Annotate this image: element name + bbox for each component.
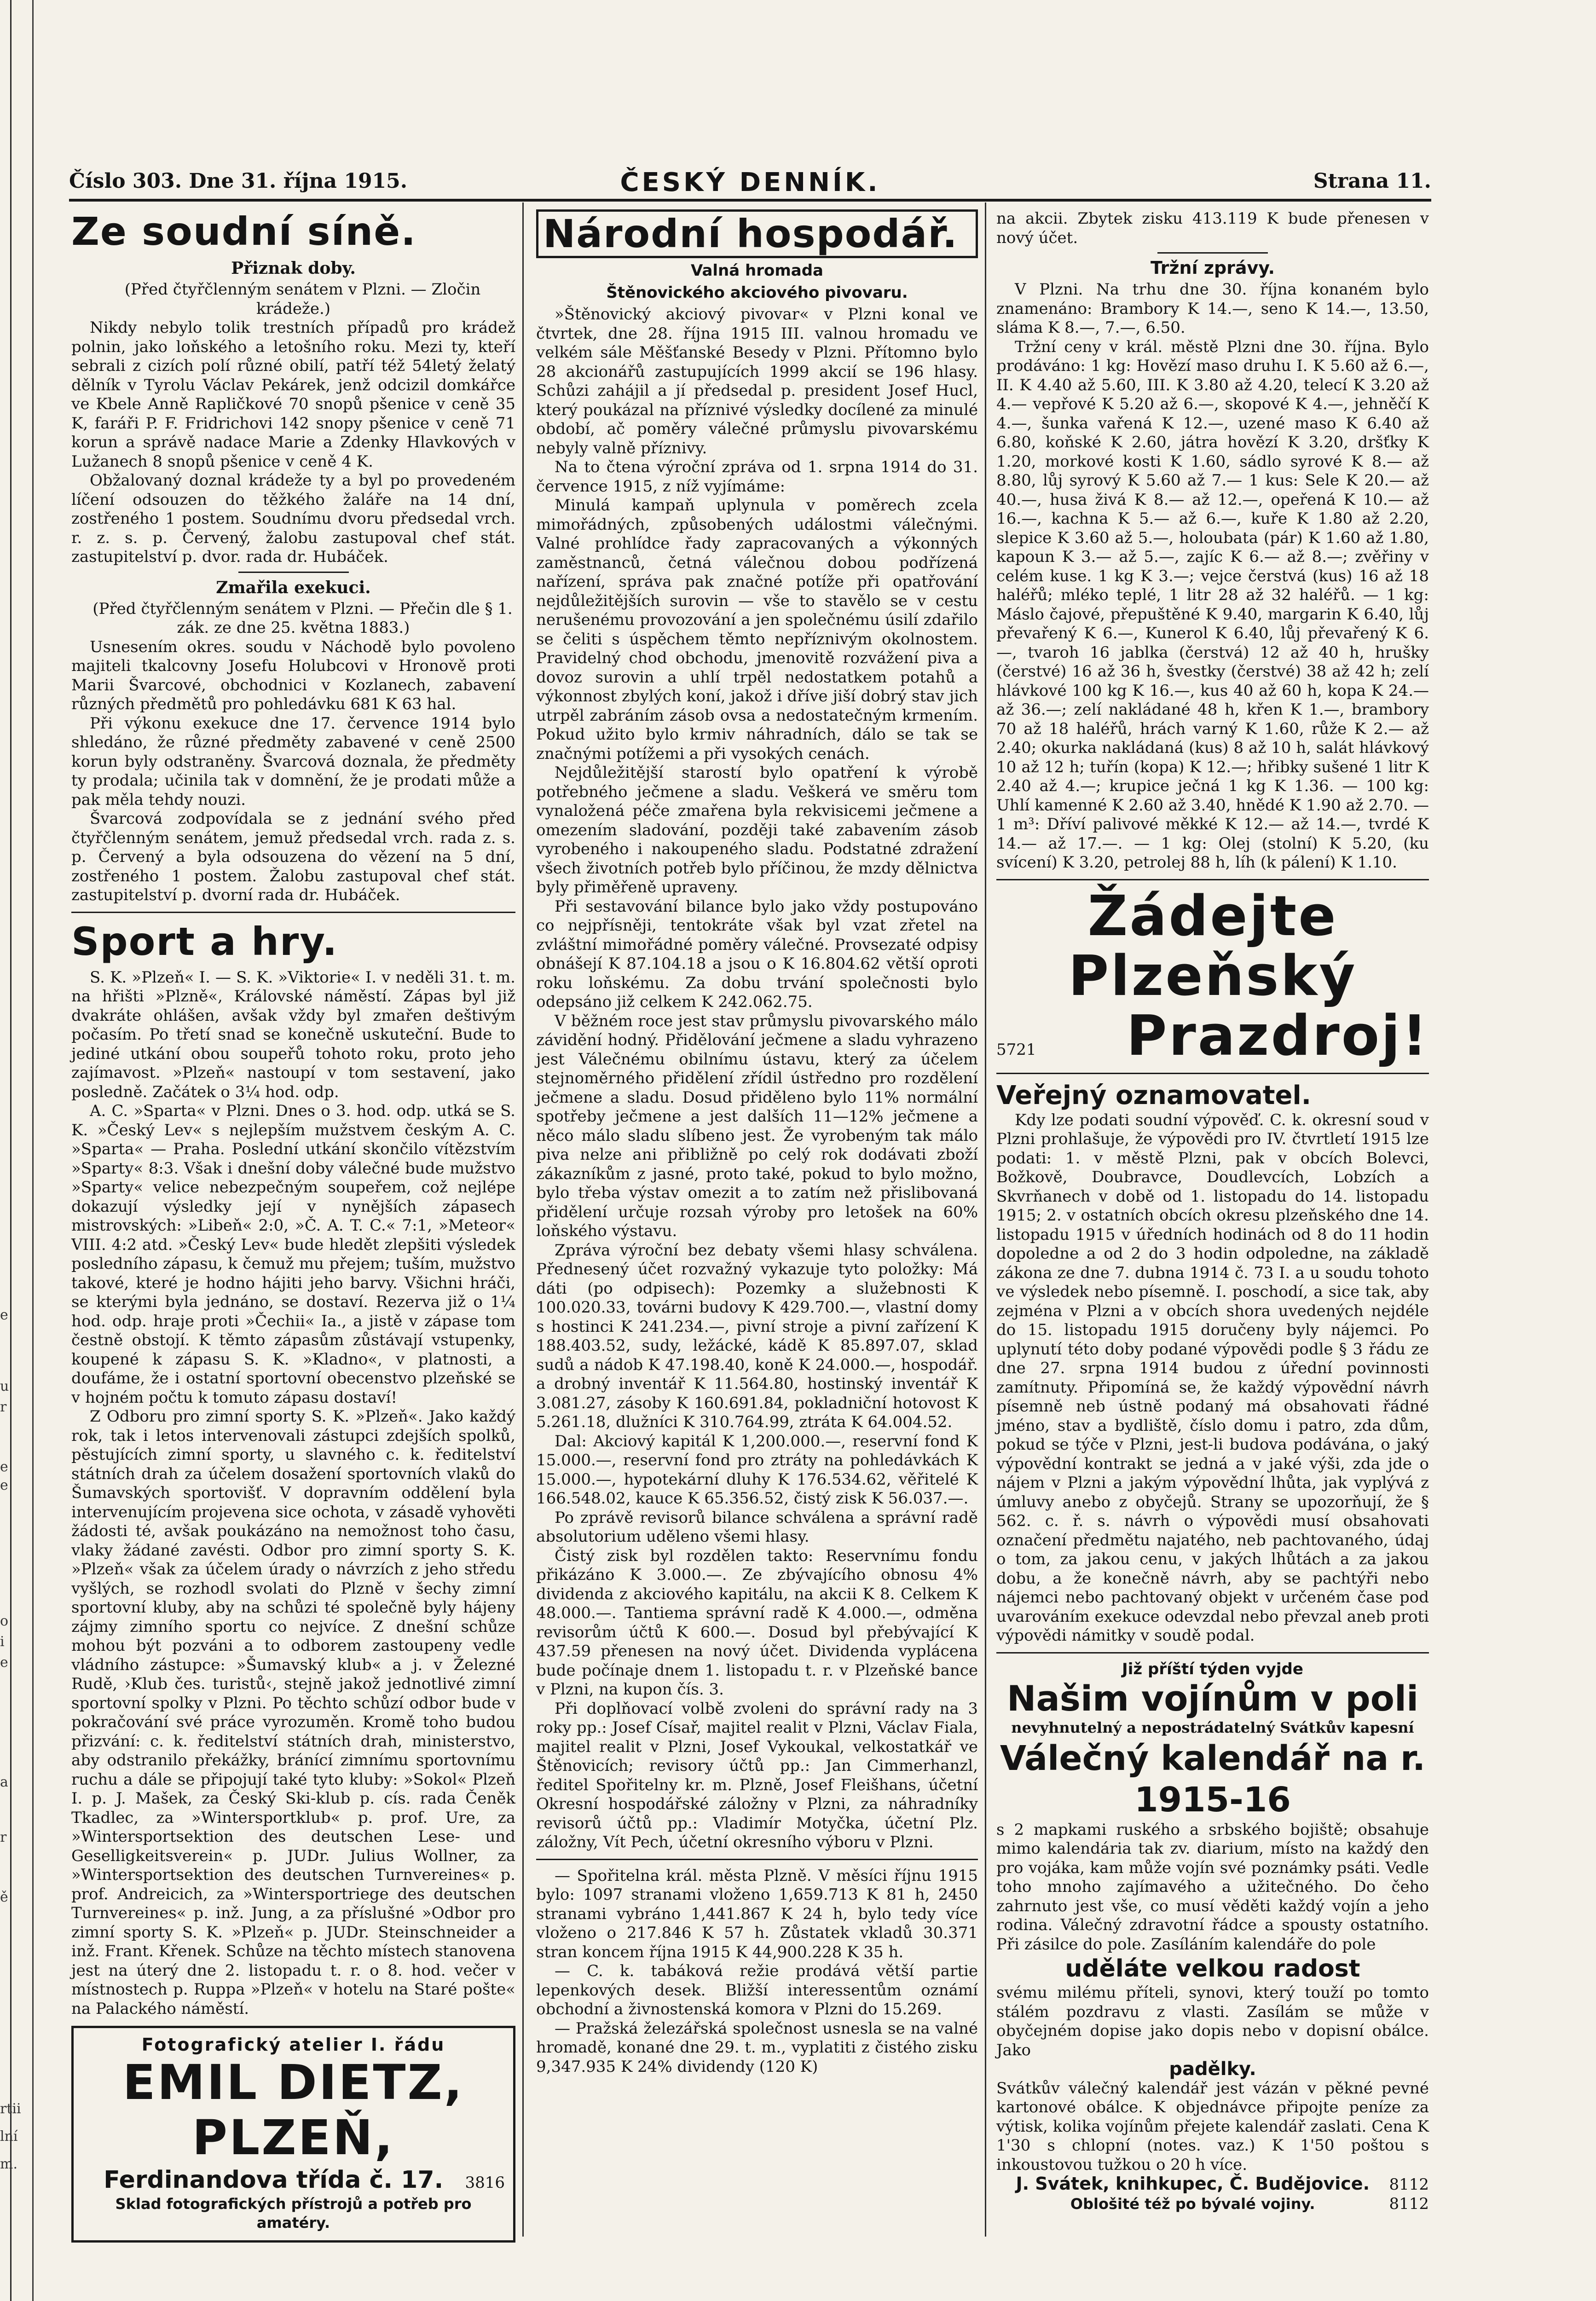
section-title-box bbox=[536, 209, 978, 258]
ad-line: nevyhnutelný a nepostrádatelný Svátkův kapesní bbox=[1011, 1719, 1414, 1736]
ad-line: Plzeňský bbox=[1068, 944, 1357, 1008]
previous-page-edge bbox=[32, 0, 34, 2301]
article-heading: Tržní zprávy. bbox=[1150, 258, 1275, 278]
page-number: Strana 11. bbox=[1313, 169, 1431, 193]
section-title-court: Ze soudní síně. bbox=[71, 209, 417, 254]
section-title-notices: Veřejný oznamovatel. bbox=[996, 1080, 1311, 1110]
section-title-economy: Národní hospodář. bbox=[543, 211, 958, 256]
article-subheading: (Před čtyřčlenným senátem v Plzni. — Zločin krádeže.) bbox=[124, 280, 481, 318]
article-heading: Valná hromada bbox=[690, 261, 824, 280]
divider bbox=[536, 1859, 978, 1860]
article-subheading: (Před čtyřčlenným senátem v Plzni. — Přečin dle § 1. zák. ze dne 25. května 1883.) bbox=[93, 599, 513, 637]
ad-number: 8112 bbox=[1389, 2175, 1429, 2194]
divider bbox=[996, 879, 1429, 880]
article-paragraph: na akcii. Zbytek zisku 413.119 K bude přenesen v nový účet. bbox=[996, 209, 1429, 247]
divider bbox=[996, 1652, 1429, 1653]
ad-line: Žádejte bbox=[1087, 884, 1338, 948]
previous-page-fragment: e bbox=[0, 1477, 8, 1493]
article-paragraph: Obžalovaný doznal krádeže ty a byl po provedeném líčení odsouzen do těžkého žaláře na 14 dní, zostřeného 1 postem. Soudnímu dvoru předsedal vrch. r. z. s. p. Červený, žalobu zastupoval chef stát. zastupitelství p. dvor. rada dr. Hubáček. bbox=[71, 471, 515, 566]
article-paragraph: V Plzni. Na trhu dne 30. října konaném bylo znamenáno: Brambory K 14.—, seno K 14.—, 13.50, sláma K 8.—, 7.—, 6.50. bbox=[996, 280, 1429, 337]
article-heading: Zmařila exekuci. bbox=[216, 578, 371, 597]
previous-page-fragment: e bbox=[0, 1459, 8, 1475]
ad-line: EMIL DIETZ, PLZEŇ, bbox=[122, 2054, 464, 2166]
ad-line: Našim vojínům v poli bbox=[1006, 1678, 1419, 1719]
article-paragraph: Usnesením okres. soudu v Náchodě bylo povoleno majiteli tkalcovny Josefu Holubcovi v Hronově proti Marii Švarcové, obchodnici v Kozlanech, zabavení různých předmětů pro pohledávku 681 K 63 hal. bbox=[71, 637, 515, 713]
ad-line: Prazdroj! bbox=[1126, 1004, 1429, 1068]
advertisement-photo-studio bbox=[71, 2026, 515, 2243]
article-paragraph: A. C. »Sparta« v Plzni. Dnes o 3. hod. odp. utká se S. K. »Český Lev« s nejlepším mužstvem českým A. C. »Sparta« — Praha. Poslední utkání skončilo vítězstvím »Sparty« 8:3. Však i dnešní doby válečné bude mužstvo »Sparty« velice nebezpečným soupeřem, což nejlépe dokazují výsledky její v nynějších zápasech mistrovských: »Libeň« 2:0, »Č. A. T. C.« 7:1, »Meteor« VIII. 4:2 atd. »Český Lev« bude hledět zlepšiti výsledek posledního zápasu, k čemuž mu přejem; tuším, mužstvo takové, které je hodno hájiti jeho barvy. Všichni hráči, se kterými byla jednáno, se dostaví. Rezerva již o 1¼ hod. odp. hraje proti »Čechii« Ia., a jistě v zápase tom čestně obstojí. K těmto zápasům zůstávají vstupenky, koupené k zápasu S. K. »Kladno«, v platnosti, a doufáme, že i ostatní sportovní obecenstvo plzeňské se v hojném počtu k tomuto zápasu dostaví! bbox=[71, 1102, 515, 1407]
previous-page-fragment: ě bbox=[0, 1889, 8, 1905]
ad-paragraph: s 2 mapkami ruského a srbského bojiště; obsahuje mimo kalendária tak zv. diarium, místo na každý den pro vojáka, kam může vojín své poznámky psáti. Vedle toho mnoho zajímavého a užitečného. Do čeho zahrnuto jest vše, co musí věděti každý vojín a jeho rodina. Válečný zdravotní řádce a spousty ostatního. Při zásilce do pole. Zasíláním kalendáře do pole bbox=[996, 1820, 1429, 1954]
article-paragraph: — Spořitelna král. města Plzně. V měsíci říjnu 1915 bylo: 1097 stranami vloženo 1,659.713 K 81 h, 2450 stranami vybráno 1,441.867 K 24 h, bylo tedy více vloženo o 217.846 K 57 h. Zůstatek vkladů 30.371 stran koncem října 1915 K 44,900.228 K 35 h. bbox=[536, 1866, 978, 1961]
advertisement-calendar bbox=[996, 1660, 1429, 2214]
article-paragraph: Zpráva výroční bez debaty všemi hlasy schválena. Přednesený účet rozvažný vykazuje tyto položky: Má dáti (po odpisech): Pozemky a služebnosti K 100.020.33, továrni budovy K 429.700.—, vlastní domy s hostinci K 241.234.—, pivní stroje a pivní zařízení K 188.403.52, sudy, ležácké, kádě K 85.897.07, sklad sudů a nádob K 47.198.40, koně K 24.000.—, hospodář. a drobný inventář K 11.564.80, hostinský inventář K 3.081.27, zásoby K 160.691.84, pokladniční hotovost K 5.261.18, dlužníci K 310.764.99, ztráta K 64.004.52. bbox=[536, 1241, 978, 1431]
column-right bbox=[996, 209, 1429, 2214]
divider bbox=[996, 1073, 1429, 1074]
divider bbox=[238, 572, 349, 573]
column-divider bbox=[985, 202, 986, 2237]
previous-page-fragment: e bbox=[0, 1307, 8, 1323]
article-paragraph: S. K. »Plzeň« I. — S. K. »Viktorie« I. v neděli 31. t. m. na hřišti »Plzně«, Královské náměstí. Zápas byl již dvakráte ohlášen, avšak vždy byl zmařen deštivým počasím. Po třetí snad se konečně uskuteční. Bude to jediné utkání obou soupeřů tohoto roku, proto jeho zajímavost. »Plzeň« nastoupí v tom sestavení, jako posledně. Začátek o 3¼ hod. odp. bbox=[71, 968, 515, 1101]
article-heading: Štěnovického akciového pivovaru. bbox=[606, 283, 908, 302]
ad-line: J. Svátek, knihkupec, Č. Budějovice. bbox=[1016, 2174, 1370, 2194]
column-middle bbox=[536, 209, 978, 2076]
ad-line: Ferdinandova třída č. 17. bbox=[104, 2166, 444, 2194]
previous-page-fragment: r bbox=[0, 1399, 7, 1415]
article-paragraph: Čistý zisk byl rozdělen takto: Reservnímu fondu přikázáno K 3.000.—. Ze zbývajícího obnosu 4% dividenda z akciového kapitálu, na akcii K 8. Celkem K 48.000.—. Tantiema správní radě K 4.000.—, odměna revisorům účtů K 600.—. Dosud byl přebývající K 437.59 přenesen na nový účet. Dividenda vyplácena bude počínaje dnem 1. listopadu t. r. v Plzeňské bance v Plzni, na kupon čís. 3. bbox=[536, 1546, 978, 1699]
ad-line: Již příští týden vyjde bbox=[1122, 1659, 1303, 1678]
ad-line: Válečný kalendář na r. 1915-16 bbox=[1000, 1738, 1426, 1820]
article-paragraph: Z Odboru pro zimní sporty S. K. »Plzeň«. Jako každý rok, tak i letos intervenovali zástupci zdejších spolků, pěstujících zimní sporty, u slavného c. k. ředitelství státních drah za účelem dosažení sportovních vlaků do Šumavských sportovišť. V dopravním oddělení byla intervenujícím projevena sice ochota, v zásadě vyhověti žádosti té, avšak poukázáno na nemožnost toho času, vlaky žádané zavésti. Odbor pro zimní sporty S. K. »Plzeň« však za účelem úrady o návrzích z jeho středu vyšlých, se rozhodl svolati do Plzně v šechy zimní sportovní kluby, aby na schůzi té společně byly hájeny zájmy zimního sportu co nejvíce. Z dnešní schůze mohou být pozváni a to odborem zastoupeny vedle vládního zástupce: »Šumavský klub« a j. v Železné Rudě, ›Klub čes. turistů‹, stejně jakož jednotlivé zimní sportovní spolky v Plzni. Po těchto schůzí odbor bude v pokračování své práce vyrozuměn. Kromě toho budou přizvání: c. k. ředitelství státních drah, ministerstvo, aby odstranilo překážky, bránící zimnímu sportovnímu ruchu a dále se připojují také tyto kluby: »Sokol« Plzeň I. p. J. Mašek, za Český Ski-klub p. cís. rada Čeněk Tkadlec, za »Wintersportklub« p. prof. Ure, za »Wintersportsektion des deutschen Lese- und Geselligkeitsverein« p. JUDr. Julius Wollner, za »Wintersportsektion des deutschen Turnvereines« p. prof. Andreicich, za »Wintersportriege des deutschen Turnvereines« p. inž. Jung, a za příslušné »Odbor pro zimní sporty S. K. »Plzeň« p. JUDr. Steinschneider a inž. Frant. Křenek. Schůze na těchto místech stanovena jest na úterý dne 2. listopadu t. r. o 8. hod. večer v místnostech p. Ruppa »Plzeň« v hotelu na Staré pošte« na Palackého náměstí. bbox=[71, 1407, 515, 2018]
article-paragraph: Nikdy nebylo tolik trestních případů pro krádež polnin, jako loňského a letošního roku. Mezi ty, kteří sebrali z cizích polí různé obilí, patří též 54letý želatý dělník v Tyrolu Václav Pekárek, jenž odcizil domkářce ve Kbele Anně Rapličkové 70 snopů pšenice v ceně 35 K, faráři P. F. Fridrichovi 142 snopy pšenice v ceně 71 korun a správě nadace Marie a Zdenky Hlavkových v Lužanech 8 snopů pšenice v ceně 4 K. bbox=[71, 318, 515, 471]
advertisement-pilsner bbox=[996, 884, 1429, 1068]
ad-line: padělky. bbox=[1169, 2058, 1256, 2080]
article-paragraph: Při doplňovací volbě zvoleni do správní rady na 3 roky pp.: Josef Císař, majitel realit v Plzni, Václav Fiala, majitel realit v Plzni, Josef Vykoukal, velkostatkář ve Štěnovicích; revisory účtů pp.: Jan Cimmerhanzl, ředitel Spořitelny kr. m. Plzně, Josef Fleišhans, účetní Okresní hospodářské záložny v Plzni, za náhradníky revisorů účtů pp.: Vladimír Motyčka, účetní Plz. záložny, Vít Pech, účetní okresního výboru v Plzni. bbox=[536, 1699, 978, 1851]
newspaper-title: ČESKÝ DENNÍK. bbox=[620, 168, 880, 197]
previous-page-fragment: e bbox=[0, 1654, 8, 1671]
page-edge-line bbox=[10, 0, 12, 2301]
ad-number: 8112 bbox=[1389, 2194, 1429, 2213]
article-paragraph: Při výkonu exekuce dne 17. července 1914 bylo shledáno, že různé předměty zabavené v ceně 2500 korun byly odstraněny. Švarcová doznala, že předměty ty prodala; učinila tak v domnění, že je prodati může a pak měla tehdy nouzi. bbox=[71, 714, 515, 809]
article-paragraph: Kdy lze podati soudní výpověď. C. k. okresní soud v Plzni prohlašuje, že výpovědi pro IV. čtvrtletí 1915 lze podati: 1. v městě Plzni, pak v obcích Bolevci, Božkově, Doubravce, Doudlevcích, Lobzích a Skvrňanech v době od 1. listopadu do 14. listopadu 1915; 2. v ostatních obcích okresu plzeňského dne 14. listopadu 1915 v úředních hodinách od 8 do 11 hodin dopoledne a od 2 do 3 hodin odpoledne, na základě zákona ze dne 7. dubna 1914 č. 73 I. a u soudu tohoto ve výsledek nebo písemně. I. poschodí, a sice tak, aby zejména v Plzni a v obcích shora uvedených nejdéle do 15. listopadu 1915 doručeny byly nájemci. Po uplynutí této doby podané výpovědi podle § 3 řádu ze dne 27. srpna 1914 budou z úřední povinnosti zamítnuty. Připomíná se, že každý výpovědní návrh písemně neb ústně podaný má obsahovati řádné jméno, stav a bydliště, číslo domu i patro, zda dům, pokud se týče v Plzni, jest-li budova podávána, o jaký výpovědní kontrakt se jedná a v jaké výši, zda jde o nájem v Plzni a jakým výpovědní lhůta, jak vyplývá z úmluvy anebo z obyčejů. Strany se upozorňují, že § 562. c. ř. s. návrh o výpovědi musí obsahovati označení předmětu najatého, neb pachtovaného, údaj o tom, za jakou cenu, v jakých lhůtách a za jakou dobu, a že konečně návrh, aby se pachtýři nebo nájemci nebo pachtovaný objekt v určeném čase pod uvarováním exekuce odevzdal nebo převzal aneb proti výpovědi námitky v soudě podal. bbox=[996, 1110, 1429, 1645]
previous-page-fragment: rtii bbox=[0, 2101, 21, 2117]
previous-page-fragment: o bbox=[0, 1613, 9, 1629]
article-paragraph: Dal: Akciový kapitál K 1,200.000.—, reservní fond K 15.000.—, reservní fond pro ztráty na pohledávkách K 15.000.—, hypotekární dluhy K 176.534.62, věřitelé K 166.548.02, kauce K 65.356.52, čistý zisk K 56.037.—. bbox=[536, 1432, 978, 1508]
previous-page-fragment: lní bbox=[0, 2128, 18, 2145]
previous-page-fragment: a bbox=[0, 1774, 8, 1790]
column-divider bbox=[522, 202, 524, 2237]
article-paragraph: »Štěnovický akciový pivovar« v Plzni konal ve čtvrtek, dne 28. října 1915 III. valnou hromadu ve velkém sále Měšťanské Besedy v Plzni. Přítomno bylo 28 akcionářů zastupujících 1999 akcií se 196 hlasy. Schůzi zahájil a jí předsedal p. president Josef Hucl, který poukázal na příznivé výsledky docílené za minulé období, ač poměry válečné průmyslu pivovarskému nebyly valně příznivy. bbox=[536, 305, 978, 457]
previous-page-fragment: m. bbox=[0, 2156, 17, 2172]
ad-paragraph: svému milému příteli, synovi, který touží po tomto stálém pozdravu z vlasti. Zasílám se může v obyčejném dopise jako dopis nebo v dopisní obálce. Jako bbox=[996, 1983, 1429, 2059]
header-rule bbox=[69, 199, 1431, 202]
previous-page-fragment: i bbox=[0, 1634, 5, 1650]
ad-line: Oblošité též po bývalé vojiny. bbox=[1070, 2195, 1315, 2213]
page-header bbox=[69, 169, 1431, 197]
article-paragraph: Při sestavování bilance bylo jako vždy postupováno co nejpřísněji, tentokráte však byl vzat zřetel na zvláštní mimořádné poměry válečné. Provsezaté odpisy obnášejí K 87.104.18 a jsou o K 16.804.62 větší oproti roku loňskému. Za dobu trvání společnosti bylo odepsáno již celkem K 242.062.75. bbox=[536, 897, 978, 1011]
ad-line: Fotografický atelier I. řádu bbox=[141, 2035, 445, 2055]
ad-number: 3816 bbox=[465, 2173, 505, 2192]
issue-date: Číslo 303. Dne 31. října 1915. bbox=[69, 169, 408, 193]
column-left bbox=[71, 209, 515, 2247]
article-heading: Přiznak doby. bbox=[231, 259, 356, 278]
article-paragraph: Po zprávě revisorů bilance schválena a správní radě absolutorium uděleno všemi hlasy. bbox=[536, 1508, 978, 1546]
previous-page-fragment: u bbox=[0, 1378, 9, 1394]
article-paragraph: V běžném roce jest stav průmyslu pivovarského málo závidění hodný. Přidělování ječmene a sladu vyhrazeno jest Válečnému obilnímu ústavu, který za účelem stejnoměrného přidělení zřídil ústředno pro rozdělení ječmene a sladu. Dosud přiděleno bylo 11% normální spotřeby ječmene a jest dalších 11—12% ječmene a něco málo sladu slíbeno jest. Že vyrobeným tak málo piva nelze ani přibližně po celý rok dodávati zboží zákazníkům z jasné, proto také, pokud to bylo možno, bylo třeba výstav omezit a to zatím než přislibovaná přidělení určuje rozsah výroby pro letošek na 60% loňského výstavu. bbox=[536, 1012, 978, 1240]
article-paragraph: Minulá kampaň uplynula v poměrech zcela mimořádných, způsobených událostmi válečnými. Valné prohlídce řady zapracovaných a výkonných zaměstnanců, četná válečnou dobou podřízená nařízení, správa pak značné potíže při opatřování nejdůležitějších surovin — vše to stavělo se v cestu nerušenému provozování a jen společnému úsilí zdařilo se čeliti s úspěchem těmto nepříznivým okolnostem. Pravidelný chod obchodu, jmenovitě rozvážení piva a dovoz surovin a uhlí trpěl nedostatkem potahů a výkonnost zbylých koní, jakož i dříve jiší dobrý stav jich utrpěl zabráním zásob ovsa a nedostatečným krmením. Pokud užito bylo krmiv náhradních, dálo se tak se značnými potížemi a při vysokých cenách. bbox=[536, 496, 978, 763]
article-paragraph: Nejdůležitější starostí bylo opatření k výrobě potřebného ječmene a sladu. Veškerá ve směru tom vynaložená péče zmařena byla rekvisicemi ječmene a omezením sladování, později také zabavením zásob vyrobeného i nakoupeného sladu. Podstatné zdražení všech životních potřeb bylo příčinou, že mzdy dělnictva byly přiměřeně upraveny. bbox=[536, 763, 978, 896]
ad-number: 5721 bbox=[996, 1040, 1036, 1059]
divider bbox=[1157, 252, 1268, 254]
article-paragraph: — C. k. tabáková režie prodává větší partie lepenkových desek. Bližší interessentům oznámí obchodní a živnostenská komora v Plzni do 15.269. bbox=[536, 1962, 978, 2018]
ad-line: Sklad fotografických přístrojů a potřeb pro amatéry. bbox=[115, 2195, 472, 2232]
ad-line: uděláte velkou radost bbox=[1065, 1955, 1360, 1983]
section-rule bbox=[71, 912, 515, 913]
article-paragraph: — Pražská železářská společnost usnesla se na valné hromadě, konané dne 29. t. m., vyplatiti z čistého zisku 9,347.935 K 24% dividendy (120 K) bbox=[536, 2019, 978, 2076]
ad-paragraph: Svátkův válečný kalendář jest vázán v pěkné pevné kartonové obálce. K objednávce připojte peníze za výtisk, kolika vojínům přejete kalendář zaslati. Cena K 1'30 s chlopní (notes. vaz.) K 1'50 poštou s inkoustovou tužkou o 20 h více. bbox=[996, 2079, 1429, 2174]
section-title-sport: Sport a hry. bbox=[71, 919, 338, 964]
article-paragraph: Tržní ceny v král. městě Plzni dne 30. října. Bylo prodáváno: 1 kg: Hovězí maso druhu I. K 5.60 až 6.—, II. K 4.40 až 5.60, III. K 3.80 až 4.20, telecí K 3.20 až 4.— vepřové K 5.20 až 6.—, skopové K 4.—, jehněčí K 4.—, šunka vařená K 12.—, uzené maso K 6.40 až 6.80, koňské K 2.60, játra hovězí K 3.20, dršťky K 1.20, morkové kosti K 1.60, sádlo syrové K 8.— až 8.80, lůj syrový K 5.60 až 7.— 1 kus: Sele K 20.— až 40.—, husa živá K 8.— až 12.—, opeřená K 10.— až 16.—, kachna K 5.— až 6.—, kuře K 1.80 až 2.20, slepice K 3.60 až 5.—, holoubata (pár) K 1.60 až 1.80, kapoun K 3.— až 5.—, zajíc K 6.— až 8.—; zvěřiny v celém kuse. 1 kg K 3.—; vejce čerstvá (kus) 16 až 18 haléřů; mléko teplé, 1 litr 28 až 32 haléřů. — 1 kg: Máslo čajové, přepuštěné K 9.40, margarin K 6.40, lůj převařený K 6.—, Kunerol K 6.40, lůj převařený K 6.—, tvaroh 16 jablka (čerstvá) 12 až 40 h, hrušky (čerstvé) 16 až 36 h, švestky (čerstvé) 38 až 42 h; zelí hlávkové 100 kg K 16.—, kus 40 až 60 h, kopa K 24.— až 36.—; zelí nakládané 48 h, křen K 1.—, brambory 70 až 18 haléřů, hrách varný K 1.60, růže K 2.— až 2.40; okurka nakládaná (kus) 8 až 10 h, salát hlávkový 10 až 12 h; tuřín (kopa) K 12.—; hřibky sušené 1 litr K 2.40 až 4.—; krupice ječná 1 kg K 1.36. — 100 kg: Uhlí kamenné K 2.60 až 3.40, hnědé K 1.90 až 2.70. — 1 m³: Dříví palivové měkké K 12.— až 14.—, tvrdé K 14.— až 17.—. — 1 kg: Olej (stolní) K 5.20, (ku svícení) K 3.20, petrolej 88 h, líh (k pálení) K 1.10. bbox=[996, 337, 1429, 872]
previous-page-fragment: r bbox=[0, 1829, 7, 1845]
article-paragraph: Na to čtena výroční zpráva od 1. srpna 1914 do 31. července 1915, z níž vyjímáme: bbox=[536, 458, 978, 496]
article-paragraph: Švarcová zodpovídala se z jednání svého před čtyřčlenným senátem, jemuž předsedal vrch. rada z. s. p. Červený a byla odsouzena do vězení na 5 dní, zostřeného 1 postem. Žalobu zastupoval chef stát. zastupitelství p. dvorní rada dr. Hubáček. bbox=[71, 809, 515, 904]
